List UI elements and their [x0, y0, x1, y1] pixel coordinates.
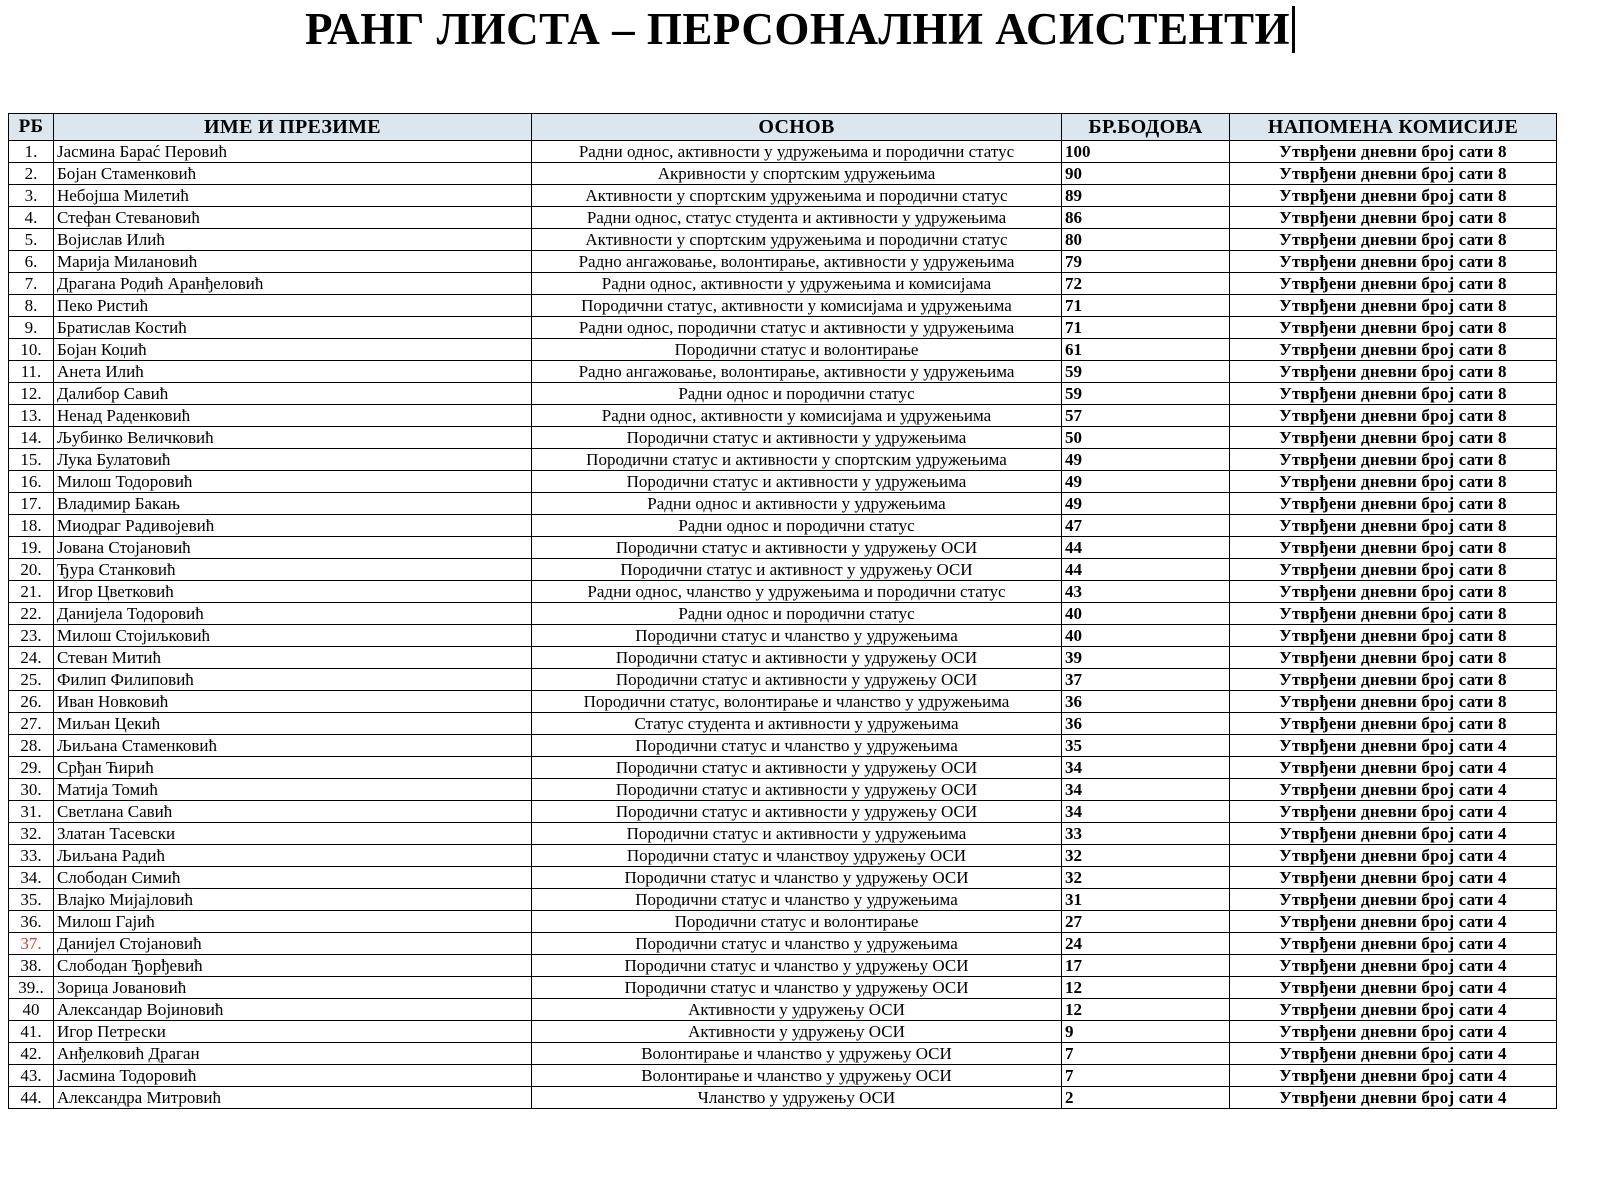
cell-points: 44: [1062, 537, 1230, 559]
cell-basis: Радни однос, статус студента и активности у удружењима: [532, 207, 1062, 229]
cell-row-number: 11.: [9, 361, 54, 383]
cell-full-name: Игор Цветковић: [54, 581, 532, 603]
cell-row-number: 39..: [9, 977, 54, 999]
cell-row-number: 15.: [9, 449, 54, 471]
table-row: [9, 295, 1557, 317]
cell-full-name: Данијел Стојановић: [54, 933, 532, 955]
cell-points: 49: [1062, 449, 1230, 471]
table-row: [9, 779, 1557, 801]
table-row: [9, 911, 1557, 933]
cell-points: 27: [1062, 911, 1230, 933]
table-row: [9, 603, 1557, 625]
cell-full-name: Зорица Јовановић: [54, 977, 532, 999]
cell-row-number: 27.: [9, 713, 54, 735]
cell-commission-note: Утврђени дневни број сати 4: [1230, 889, 1557, 911]
cell-full-name: Златан Тасевски: [54, 823, 532, 845]
cell-basis: Породични статус и активност у удружењу ОСИ: [532, 559, 1062, 581]
cell-row-number: 1.: [9, 141, 54, 163]
cell-points: 34: [1062, 757, 1230, 779]
cell-row-number: 36.: [9, 911, 54, 933]
table-row: [9, 933, 1557, 955]
cell-points: 47: [1062, 515, 1230, 537]
cell-basis: Активности у удружењу ОСИ: [532, 999, 1062, 1021]
cell-full-name: Миодраг Радивојевић: [54, 515, 532, 537]
table-row: [9, 361, 1557, 383]
table-row: [9, 823, 1557, 845]
cell-basis: Породични статус и чланство у удружењу ОСИ: [532, 977, 1062, 999]
cell-points: 36: [1062, 691, 1230, 713]
cell-points: 43: [1062, 581, 1230, 603]
cell-points: 72: [1062, 273, 1230, 295]
table-row: [9, 1087, 1557, 1109]
cell-row-number: 19.: [9, 537, 54, 559]
cell-points: 49: [1062, 493, 1230, 515]
cell-row-number: 28.: [9, 735, 54, 757]
table-row: [9, 713, 1557, 735]
cell-full-name: Владимир Бакањ: [54, 493, 532, 515]
cell-commission-note: Утврђени дневни број сати 4: [1230, 757, 1557, 779]
cell-basis: Чланство у удружењу ОСИ: [532, 1087, 1062, 1109]
cell-row-number: 35.: [9, 889, 54, 911]
cell-basis: Породични статус, активности у комисијама и удружењима: [532, 295, 1062, 317]
cell-row-number: 40: [9, 999, 54, 1021]
cell-points: 33: [1062, 823, 1230, 845]
cell-commission-note: Утврђени дневни број сати 8: [1230, 295, 1557, 317]
cell-commission-note: Утврђени дневни број сати 8: [1230, 537, 1557, 559]
cell-full-name: Бојан Коџић: [54, 339, 532, 361]
cell-commission-note: Утврђени дневни број сати 4: [1230, 823, 1557, 845]
table-row: [9, 537, 1557, 559]
table-row: [9, 1065, 1557, 1087]
cell-points: 49: [1062, 471, 1230, 493]
cell-points: 12: [1062, 999, 1230, 1021]
table-header-row: [9, 114, 1557, 141]
table-row: [9, 449, 1557, 471]
cell-commission-note: Утврђени дневни број сати 8: [1230, 449, 1557, 471]
cell-row-number: 10.: [9, 339, 54, 361]
cell-basis: Радно ангажовање, волонтирање, активности у удружењима: [532, 361, 1062, 383]
cell-basis: Породични статус и волонтирање: [532, 911, 1062, 933]
cell-points: 44: [1062, 559, 1230, 581]
cell-row-number: 3.: [9, 185, 54, 207]
cell-commission-note: Утврђени дневни број сати 4: [1230, 955, 1557, 977]
table-row: [9, 427, 1557, 449]
cell-row-number: 25.: [9, 669, 54, 691]
table-row: [9, 471, 1557, 493]
table-row: [9, 999, 1557, 1021]
table-row: [9, 185, 1557, 207]
cell-basis: Статус студента и активности у удружењима: [532, 713, 1062, 735]
cell-row-number: 9.: [9, 317, 54, 339]
cell-basis: Породични статус и чланство у удружењима: [532, 625, 1062, 647]
cell-points: 24: [1062, 933, 1230, 955]
cell-commission-note: Утврђени дневни број сати 8: [1230, 383, 1557, 405]
cell-row-number: 30.: [9, 779, 54, 801]
cell-full-name: Милош Гајић: [54, 911, 532, 933]
cell-full-name: Стефан Стевановић: [54, 207, 532, 229]
table-row: [9, 647, 1557, 669]
cell-points: 61: [1062, 339, 1230, 361]
cell-points: 35: [1062, 735, 1230, 757]
cell-commission-note: Утврђени дневни број сати 8: [1230, 141, 1557, 163]
cell-full-name: Братислав Костић: [54, 317, 532, 339]
cell-row-number: 22.: [9, 603, 54, 625]
table-header: [9, 114, 1557, 141]
title-container: [0, 6, 1600, 53]
cell-commission-note: Утврђени дневни број сати 8: [1230, 273, 1557, 295]
cell-row-number: 34.: [9, 867, 54, 889]
cell-commission-note: Утврђени дневни број сати 8: [1230, 471, 1557, 493]
cell-points: 86: [1062, 207, 1230, 229]
cell-points: 12: [1062, 977, 1230, 999]
cell-basis: Радно ангажовање, волонтирање, активности у удружењима: [532, 251, 1062, 273]
cell-full-name: Бојан Стаменковић: [54, 163, 532, 185]
ranking-table: [8, 113, 1557, 1109]
table-row: [9, 581, 1557, 603]
table-row: [9, 691, 1557, 713]
cell-basis: Радни однос и породични статус: [532, 515, 1062, 537]
cell-commission-note: Утврђени дневни број сати 4: [1230, 977, 1557, 999]
cell-commission-note: Утврђени дневни број сати 4: [1230, 1043, 1557, 1065]
cell-commission-note: Утврђени дневни број сати 8: [1230, 647, 1557, 669]
cell-row-number: 5.: [9, 229, 54, 251]
cell-full-name: Срђан Ћирић: [54, 757, 532, 779]
cell-basis: Породични статус и волонтирање: [532, 339, 1062, 361]
cell-commission-note: Утврђени дневни број сати 4: [1230, 845, 1557, 867]
table-row: [9, 405, 1557, 427]
cell-basis: Породични статус и активности у удружењу ОСИ: [532, 669, 1062, 691]
cell-full-name: Стеван Митић: [54, 647, 532, 669]
cell-points: 36: [1062, 713, 1230, 735]
cell-row-number: 29.: [9, 757, 54, 779]
cell-full-name: Небојша Милетић: [54, 185, 532, 207]
cell-basis: Породични статус и активности у удружењу ОСИ: [532, 779, 1062, 801]
cell-row-number: 44.: [9, 1087, 54, 1109]
cell-commission-note: Утврђени дневни број сати 8: [1230, 515, 1557, 537]
cell-points: 32: [1062, 845, 1230, 867]
cell-full-name: Ненад Раденковић: [54, 405, 532, 427]
column-header-name: ИМЕ И ПРЕЗИМЕ: [54, 114, 532, 141]
cell-points: 59: [1062, 383, 1230, 405]
cell-commission-note: Утврђени дневни број сати 8: [1230, 581, 1557, 603]
cell-points: 17: [1062, 955, 1230, 977]
cell-points: 59: [1062, 361, 1230, 383]
cell-points: 80: [1062, 229, 1230, 251]
cell-basis: Радни однос и активности у удружењима: [532, 493, 1062, 515]
cell-commission-note: Утврђени дневни број сати 8: [1230, 251, 1557, 273]
cell-commission-note: Утврђени дневни број сати 8: [1230, 229, 1557, 251]
table-row: [9, 955, 1557, 977]
cell-points: 71: [1062, 317, 1230, 339]
cell-row-number: 21.: [9, 581, 54, 603]
cell-points: 79: [1062, 251, 1230, 273]
cell-basis: Породични статус и чланство у удружењима: [532, 735, 1062, 757]
cell-commission-note: Утврђени дневни број сати 8: [1230, 691, 1557, 713]
cell-full-name: Милош Стојиљковић: [54, 625, 532, 647]
cell-basis: Породични статус и активности у удружењу ОСИ: [532, 757, 1062, 779]
cell-points: 40: [1062, 625, 1230, 647]
cell-commission-note: Утврђени дневни број сати 8: [1230, 207, 1557, 229]
cell-commission-note: Утврђени дневни број сати 8: [1230, 185, 1557, 207]
table-row: [9, 339, 1557, 361]
cell-row-number: 26.: [9, 691, 54, 713]
table-row: [9, 889, 1557, 911]
cell-points: 90: [1062, 163, 1230, 185]
cell-points: 2: [1062, 1087, 1230, 1109]
cell-basis: Породични статус и чланство у удружењима: [532, 889, 1062, 911]
table-row: [9, 163, 1557, 185]
cell-basis: Породични статус и активности у удружењу ОСИ: [532, 537, 1062, 559]
cell-basis: Радни однос, активности у удружењима и породични статус: [532, 141, 1062, 163]
cell-commission-note: Утврђени дневни број сати 8: [1230, 559, 1557, 581]
cell-row-number: 23.: [9, 625, 54, 647]
table-row: [9, 735, 1557, 757]
cell-full-name: Игор Петрески: [54, 1021, 532, 1043]
cell-full-name: Љиљана Радић: [54, 845, 532, 867]
cell-full-name: Миљан Цекић: [54, 713, 532, 735]
cell-commission-note: Утврђени дневни број сати 4: [1230, 1087, 1557, 1109]
cell-full-name: Анђелковић Драган: [54, 1043, 532, 1065]
cell-row-number: 14.: [9, 427, 54, 449]
cell-row-number: 18.: [9, 515, 54, 537]
cell-basis: Радни однос, породични статус и активности у удружењима: [532, 317, 1062, 339]
cell-points: 9: [1062, 1021, 1230, 1043]
cell-row-number: 43.: [9, 1065, 54, 1087]
cell-points: 89: [1062, 185, 1230, 207]
cell-commission-note: Утврђени дневни број сати 4: [1230, 867, 1557, 889]
cell-commission-note: Утврђени дневни број сати 8: [1230, 427, 1557, 449]
column-header-points: БР.БОДОВА: [1062, 114, 1230, 141]
cell-row-number: 41.: [9, 1021, 54, 1043]
cell-commission-note: Утврђени дневни број сати 4: [1230, 1065, 1557, 1087]
cell-row-number: 20.: [9, 559, 54, 581]
cell-full-name: Анета Илић: [54, 361, 532, 383]
table-row: [9, 141, 1557, 163]
cell-points: 50: [1062, 427, 1230, 449]
cell-row-number: 24.: [9, 647, 54, 669]
cell-row-number: 17.: [9, 493, 54, 515]
cell-basis: Активности у удружењу ОСИ: [532, 1021, 1062, 1043]
cell-row-number: 33.: [9, 845, 54, 867]
cell-commission-note: Утврђени дневни број сати 8: [1230, 713, 1557, 735]
cell-points: 34: [1062, 801, 1230, 823]
cell-commission-note: Утврђени дневни број сати 8: [1230, 361, 1557, 383]
cell-commission-note: Утврђени дневни број сати 4: [1230, 801, 1557, 823]
cell-full-name: Александар Војиновић: [54, 999, 532, 1021]
cell-basis: Породични статус и активности у удружењима: [532, 427, 1062, 449]
cell-basis: Радни однос и породични статус: [532, 383, 1062, 405]
cell-row-number: 42.: [9, 1043, 54, 1065]
cell-full-name: Јасмина Барać Перовић: [54, 141, 532, 163]
cell-full-name: Матија Томић: [54, 779, 532, 801]
cell-commission-note: Утврђени дневни број сати 8: [1230, 493, 1557, 515]
cell-basis: Породични статус и чланство у удружењу ОСИ: [532, 867, 1062, 889]
cell-commission-note: Утврђени дневни број сати 8: [1230, 163, 1557, 185]
cell-basis: Породични статус, волонтирање и чланство у удружењима: [532, 691, 1062, 713]
cell-commission-note: Утврђени дневни број сати 4: [1230, 911, 1557, 933]
table-row: [9, 757, 1557, 779]
cell-commission-note: Утврђени дневни број сати 4: [1230, 1021, 1557, 1043]
cell-basis: Активности у спортским удружењима и породични статус: [532, 185, 1062, 207]
cell-full-name: Ђура Станковић: [54, 559, 532, 581]
column-header-rb: РБ: [9, 114, 54, 141]
cell-points: 100: [1062, 141, 1230, 163]
table-body: [9, 141, 1557, 1109]
table-row: [9, 317, 1557, 339]
cell-row-number: 6.: [9, 251, 54, 273]
page-title: РАНГ ЛИСТА – ПЕРСОНАЛНИ АСИСТЕНТИ: [305, 6, 1295, 53]
cell-full-name: Филип Филиповић: [54, 669, 532, 691]
cell-commission-note: Утврђени дневни број сати 4: [1230, 735, 1557, 757]
cell-commission-note: Утврђени дневни број сати 8: [1230, 405, 1557, 427]
cell-basis: Волонтирање и чланство у удружењу ОСИ: [532, 1065, 1062, 1087]
cell-full-name: Данијела Тодоровић: [54, 603, 532, 625]
cell-basis: Породични статус и активности у удружењима: [532, 471, 1062, 493]
cell-basis: Породични статус и чланство у удружењима: [532, 933, 1062, 955]
table-row: [9, 383, 1557, 405]
cell-commission-note: Утврђени дневни број сати 4: [1230, 933, 1557, 955]
cell-full-name: Милош Тодоровић: [54, 471, 532, 493]
cell-row-number: 7.: [9, 273, 54, 295]
cell-basis: Волонтирање и чланство у удружењу ОСИ: [532, 1043, 1062, 1065]
cell-points: 37: [1062, 669, 1230, 691]
cell-full-name: Лука Булатовић: [54, 449, 532, 471]
cell-full-name: Јасмина Тодоровић: [54, 1065, 532, 1087]
column-header-note: НАПОМЕНА КОМИСИЈЕ: [1230, 114, 1557, 141]
table-row: [9, 1021, 1557, 1043]
cell-commission-note: Утврђени дневни број сати 4: [1230, 779, 1557, 801]
cell-points: 32: [1062, 867, 1230, 889]
cell-points: 34: [1062, 779, 1230, 801]
cell-full-name: Светлана Савић: [54, 801, 532, 823]
table-row: [9, 625, 1557, 647]
cell-basis: Породични статус и активности у спортским удружењима: [532, 449, 1062, 471]
cell-full-name: Марија Милановић: [54, 251, 532, 273]
cell-commission-note: Утврђени дневни број сати 8: [1230, 603, 1557, 625]
table-row: [9, 229, 1557, 251]
cell-basis: Породични статус и активности у удружењима: [532, 823, 1062, 845]
cell-commission-note: Утврђени дневни број сати 8: [1230, 669, 1557, 691]
cell-basis: Радни однос, активности у удружењима и комисијама: [532, 273, 1062, 295]
table-row: [9, 867, 1557, 889]
cell-commission-note: Утврђени дневни број сати 8: [1230, 339, 1557, 361]
cell-full-name: Слободан Симић: [54, 867, 532, 889]
table-row: [9, 845, 1557, 867]
cell-row-number: 32.: [9, 823, 54, 845]
cell-basis: Радни однос, активности у комисијама и удружењима: [532, 405, 1062, 427]
column-header-basis: ОСНОВ: [532, 114, 1062, 141]
cell-full-name: Пеко Ристић: [54, 295, 532, 317]
table-row: [9, 559, 1557, 581]
cell-row-number: 37.: [9, 933, 54, 955]
cell-full-name: Александра Митровић: [54, 1087, 532, 1109]
cell-row-number: 16.: [9, 471, 54, 493]
cell-row-number: 2.: [9, 163, 54, 185]
cell-points: 7: [1062, 1043, 1230, 1065]
cell-points: 39: [1062, 647, 1230, 669]
cell-row-number: 38.: [9, 955, 54, 977]
table-row: [9, 801, 1557, 823]
cell-row-number: 12.: [9, 383, 54, 405]
cell-commission-note: Утврђени дневни број сати 4: [1230, 999, 1557, 1021]
cell-points: 7: [1062, 1065, 1230, 1087]
cell-points: 57: [1062, 405, 1230, 427]
cell-full-name: Влајко Мијајловић: [54, 889, 532, 911]
table-row: [9, 977, 1557, 999]
cell-points: 40: [1062, 603, 1230, 625]
cell-full-name: Драгана Родић Аранђеловић: [54, 273, 532, 295]
table-row: [9, 669, 1557, 691]
cell-basis: Породични статус и активности у удружењу ОСИ: [532, 801, 1062, 823]
cell-commission-note: Утврђени дневни број сати 8: [1230, 625, 1557, 647]
table-row: [9, 273, 1557, 295]
cell-row-number: 13.: [9, 405, 54, 427]
cell-basis: Породични статус и активности у удружењу ОСИ: [532, 647, 1062, 669]
cell-basis: Породични статус и чланствоу удружењу ОСИ: [532, 845, 1062, 867]
cell-basis: Радни однос, чланство у удружењима и породични статус: [532, 581, 1062, 603]
cell-basis: Активности у спортским удружењима и породични статус: [532, 229, 1062, 251]
cell-basis: Радни однос и породични статус: [532, 603, 1062, 625]
cell-full-name: Јована Стојановић: [54, 537, 532, 559]
cell-row-number: 31.: [9, 801, 54, 823]
table-row: [9, 493, 1557, 515]
cell-full-name: Љубинко Величковић: [54, 427, 532, 449]
cell-full-name: Иван Новковић: [54, 691, 532, 713]
table-row: [9, 515, 1557, 537]
cell-row-number: 4.: [9, 207, 54, 229]
cell-full-name: Далибор Савић: [54, 383, 532, 405]
cell-full-name: Војислав Илић: [54, 229, 532, 251]
cell-basis: Породични статус и чланство у удружењу ОСИ: [532, 955, 1062, 977]
cell-points: 31: [1062, 889, 1230, 911]
table-row: [9, 251, 1557, 273]
cell-commission-note: Утврђени дневни број сати 8: [1230, 317, 1557, 339]
cell-row-number: 8.: [9, 295, 54, 317]
table-row: [9, 207, 1557, 229]
cell-full-name: Љиљана Стаменковић: [54, 735, 532, 757]
table-row: [9, 1043, 1557, 1065]
cell-basis: Акривности у спортским удружењима: [532, 163, 1062, 185]
cell-full-name: Слободан Ђорђевић: [54, 955, 532, 977]
cell-points: 71: [1062, 295, 1230, 317]
